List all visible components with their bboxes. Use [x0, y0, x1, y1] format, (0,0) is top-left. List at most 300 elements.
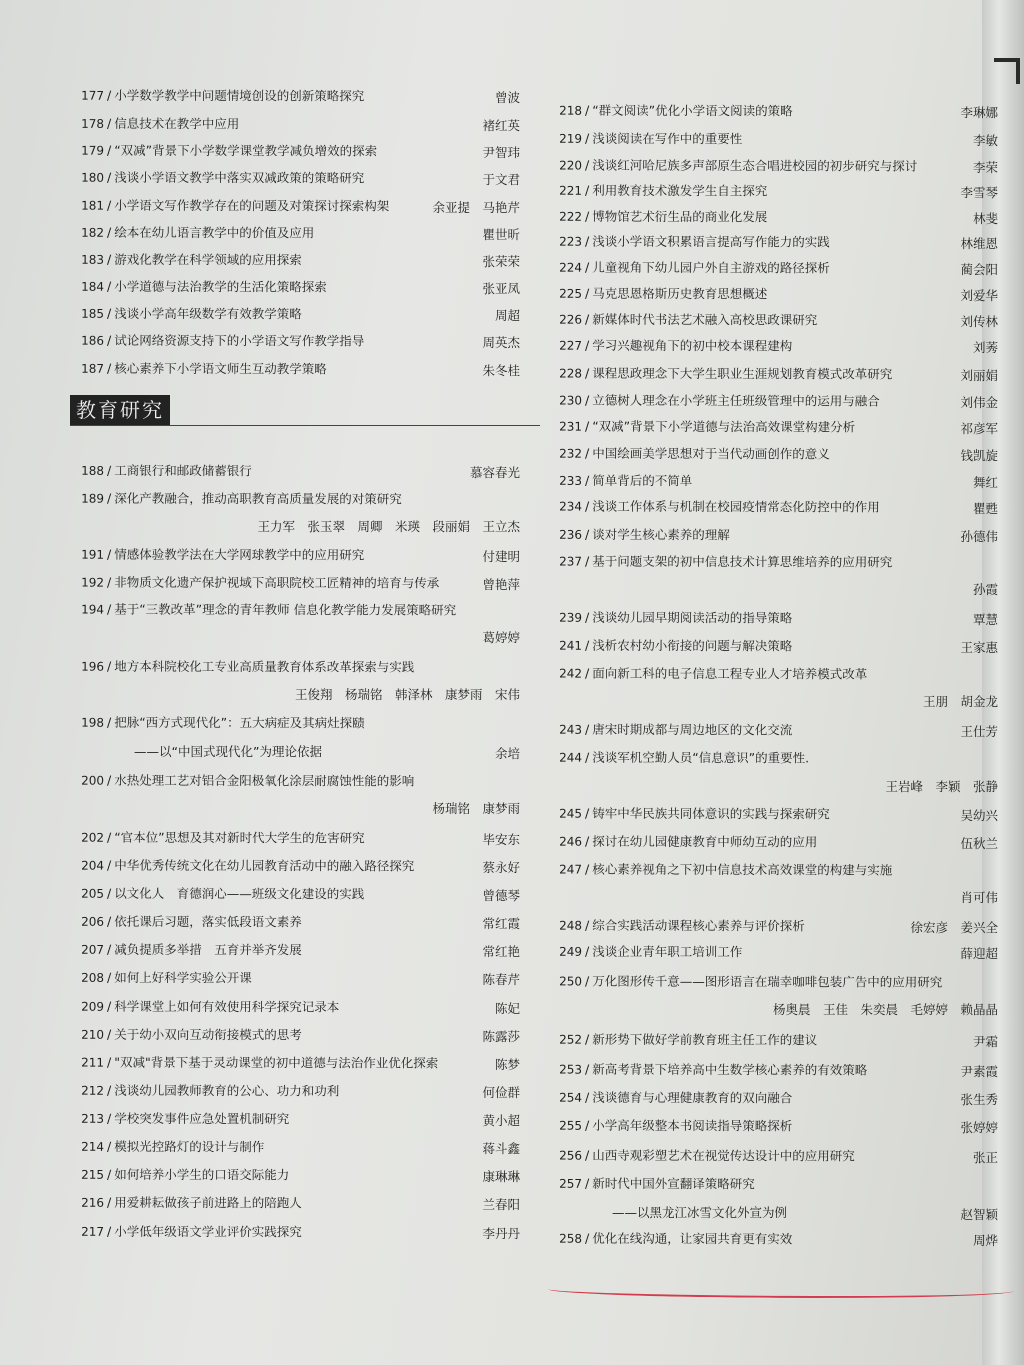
- toc-entry: [552, 973, 942, 990]
- page-number: 191: [81, 547, 105, 562]
- entry-title: 浅谈红河哈尼族多声部原生态合唱进校园的初步研究与探讨: [592, 157, 918, 174]
- toc-entry: [552, 183, 767, 200]
- separator-slash: /: [584, 337, 590, 353]
- page-number: 184: [81, 279, 105, 294]
- page-number: 196: [81, 659, 105, 674]
- entry-author: 蔺会阳: [960, 262, 998, 277]
- entry-author: 曾德琴: [482, 888, 520, 903]
- toc-entry: [62, 198, 389, 215]
- entry-author: 曾艳萍: [482, 577, 520, 592]
- separator-slash: /: [584, 721, 590, 737]
- separator-slash: /: [584, 749, 590, 765]
- separator-slash: /: [584, 498, 590, 514]
- page-number: 178: [81, 116, 105, 131]
- toc-entry: [552, 498, 880, 515]
- separator-slash: /: [106, 462, 112, 478]
- toc-entry: [62, 1224, 302, 1241]
- page-number: 245: [559, 806, 583, 821]
- page-number: 244: [559, 750, 583, 765]
- toc-entry: [552, 638, 792, 655]
- toc-entry: [62, 575, 439, 592]
- separator-slash: /: [106, 169, 112, 185]
- separator-slash: /: [106, 251, 112, 267]
- separator-slash: /: [106, 142, 112, 158]
- entry-author: 钱凯旋: [960, 448, 998, 463]
- page-number: 257: [559, 1176, 583, 1191]
- entry-title: 基于问题支架的初中信息技术计算思维培养的应用研究: [592, 553, 893, 570]
- separator-slash: /: [584, 259, 590, 275]
- entry-author: 覃慧: [972, 612, 998, 627]
- separator-slash: /: [106, 1223, 112, 1239]
- toc-entry: [62, 830, 365, 847]
- entry-title: 立德树人理念在小学班主任班级管理中的运用与融合: [592, 392, 880, 409]
- red-underline-mark: [548, 1280, 1014, 1301]
- page-number: 237: [559, 554, 583, 569]
- entry-title: 地方本科院校化工专业高质量教育体系改革探索与实践: [114, 658, 415, 675]
- entry-title: 游戏化教学在科学领域的应用探索: [114, 251, 302, 268]
- entry-author: 王家惠: [960, 640, 998, 655]
- toc-entry: [62, 942, 302, 959]
- page-number: 217: [81, 1224, 105, 1239]
- separator-slash: /: [106, 546, 112, 562]
- toc-entry: [62, 252, 302, 269]
- separator-slash: /: [106, 1166, 112, 1182]
- entry-title: 小学低年级语文学业评价实践探究: [114, 1223, 302, 1240]
- page-number: 207: [81, 942, 105, 957]
- page-number: 188: [81, 463, 105, 478]
- entry-author: 褚红英: [482, 118, 520, 133]
- toc-entry: [62, 463, 252, 479]
- entry-title: 核心素养视角之下初中信息技术高效课堂的构建与实施: [592, 861, 893, 878]
- page-number: 236: [559, 527, 583, 542]
- page-number: 248: [559, 918, 583, 933]
- separator-slash: /: [106, 772, 112, 788]
- separator-slash: /: [106, 969, 112, 985]
- entry-author: 慕容春光: [469, 465, 520, 480]
- section-header: 教育研究: [70, 395, 170, 425]
- separator-slash: /: [584, 1147, 590, 1163]
- entry-title: 情感体验教学法在大学网球教学中的应用研究: [114, 546, 365, 563]
- toc-entry: [552, 722, 792, 739]
- toc-entry: [552, 312, 817, 329]
- page-number: 233: [559, 473, 583, 488]
- separator-slash: /: [584, 1175, 590, 1191]
- toc-entry: [552, 918, 805, 935]
- entry-author: 徐宏彦 姜兴全: [910, 920, 998, 935]
- entry-author: 孙德伟: [960, 529, 998, 544]
- separator-slash: /: [584, 392, 590, 408]
- entry-author: 刘爱华: [960, 288, 998, 303]
- page-number: 180: [81, 170, 105, 185]
- entry-title: “双减”背景下小学数学课堂教学减负增效的探索: [114, 142, 378, 159]
- toc-entry: [552, 1062, 867, 1079]
- entry-author: 蔡永好: [482, 860, 520, 875]
- author-list: 葛婷婷: [482, 630, 520, 645]
- separator-slash: /: [106, 1110, 112, 1126]
- entry-author: 王仕芳: [960, 724, 998, 739]
- toc-entry: [62, 361, 327, 378]
- toc-entry: [552, 806, 830, 823]
- separator-slash: /: [584, 833, 590, 849]
- entry-title: "双减"背景下基于灵动课堂的初中道德与法治作业优化探索: [114, 1054, 439, 1071]
- entry-title: 减负提质多举措 五育并举齐发展: [114, 941, 302, 958]
- separator-slash: /: [106, 601, 112, 617]
- entry-author: 林斐: [972, 211, 998, 226]
- entry-title: 浅谈阅读在写作中的重要性: [592, 130, 743, 147]
- page-number: 200: [81, 773, 105, 788]
- separator-slash: /: [106, 224, 112, 240]
- page-number: 198: [81, 715, 105, 730]
- entry-title: 如何培养小学生的口语交际能力: [114, 1166, 290, 1183]
- entry-title: 学校突发事件应急处置机制研究: [114, 1110, 290, 1127]
- entry-author: 赵智颖: [960, 1207, 998, 1222]
- page-number: 249: [559, 944, 583, 959]
- toc-entry: [552, 1118, 792, 1135]
- toc-entry: [552, 1231, 792, 1248]
- separator-slash: /: [584, 311, 590, 327]
- toc-entry: [62, 715, 365, 732]
- entry-author: 兰春阳: [482, 1197, 520, 1212]
- entry-title: 试论网络资源支持下的小学语文写作教学指导: [114, 332, 365, 349]
- entry-title: 小学数学教学中问题情境创设的创新策略探究: [114, 87, 365, 104]
- toc-entry: [552, 131, 742, 148]
- entry-author: 陈春芹: [482, 972, 520, 987]
- toc-entry: [552, 260, 830, 277]
- entry-author: 常红霞: [482, 916, 520, 931]
- toc-entry: [552, 392, 880, 409]
- separator-slash: /: [106, 87, 112, 103]
- entry-title: 万化图形传千意——图形语言在瑞幸咖啡包装广告中的应用研究: [592, 973, 943, 990]
- toc-entry: [552, 338, 792, 355]
- toc-entry: [552, 419, 855, 436]
- toc-entry: [552, 1090, 792, 1107]
- entry-author: 林维恩: [960, 236, 998, 251]
- page-number: 253: [559, 1062, 583, 1077]
- entry-title: 核心素养下小学语文师生互动教学策略: [114, 360, 327, 377]
- toc-entry: [62, 659, 414, 676]
- toc-entry: [62, 914, 302, 931]
- separator-slash: /: [584, 1089, 590, 1105]
- entry-title: 中国绘画美学思想对于当代动画创作的意义: [592, 445, 830, 462]
- entry-author: 陈露莎: [482, 1029, 520, 1044]
- entry-author: 李丹丹: [482, 1226, 520, 1241]
- separator-slash: /: [584, 1230, 590, 1246]
- entry-author: 何俭群: [482, 1085, 520, 1100]
- entry-title: 山西寺观彩塑艺术在视觉传达设计中的应用研究: [592, 1147, 855, 1164]
- toc-entry: [62, 116, 239, 132]
- page-number: 230: [559, 393, 583, 408]
- entry-title: 儿童视角下幼儿园户外自主游戏的路径探析: [592, 259, 830, 276]
- page-number: 216: [81, 1195, 105, 1210]
- page-number: 211: [81, 1055, 105, 1070]
- entry-title: “群文阅读”优化小学语文阅读的策略: [592, 102, 793, 119]
- page-number: 223: [559, 234, 583, 249]
- entry-author: 陈梦: [494, 1057, 520, 1072]
- entry-title: 新高考背景下培养高中生数学核心素养的有效策略: [592, 1061, 868, 1078]
- author-list: 肖可伟: [960, 890, 998, 905]
- separator-slash: /: [106, 829, 112, 845]
- page-number: 228: [559, 366, 583, 381]
- entry-title: 课程思政理念下大学生职业生涯规划教育模式改革研究: [592, 365, 893, 382]
- separator-slash: /: [584, 861, 590, 877]
- separator-slash: /: [106, 1054, 112, 1070]
- toc-entry: [62, 773, 414, 790]
- toc-entry: [62, 601, 456, 618]
- toc-entry: [552, 1148, 855, 1165]
- entry-title: 新媒体时代书法艺术融入高校思政课研究: [592, 311, 818, 328]
- separator-slash: /: [584, 917, 590, 933]
- separator-slash: /: [584, 102, 590, 118]
- author-list: 王俊翔 杨瑞铭 韩泽林 康梦雨 宋伟: [294, 687, 520, 702]
- entry-author: 付建明: [482, 549, 520, 564]
- toc-entry: [552, 944, 742, 961]
- separator-slash: /: [106, 278, 112, 294]
- entry-author: 张亚凤: [482, 281, 520, 296]
- separator-slash: /: [584, 208, 590, 224]
- entry-author: 蒋斗鑫: [482, 1141, 520, 1156]
- separator-slash: /: [584, 1031, 590, 1047]
- separator-slash: /: [584, 665, 590, 681]
- separator-slash: /: [106, 998, 112, 1014]
- page-number: 192: [81, 575, 105, 590]
- page-number: 243: [559, 722, 583, 737]
- entry-author: 舞红: [972, 475, 998, 490]
- toc-entry: [62, 279, 327, 296]
- page-number: 255: [559, 1118, 583, 1133]
- page-number: 219: [559, 131, 583, 146]
- entry-author: 刘伟金: [960, 395, 998, 410]
- page-number: 204: [81, 858, 105, 873]
- separator-slash: /: [106, 857, 112, 873]
- entry-title: 中华优秀传统文化在幼儿园教育活动中的融入路径探究: [114, 857, 415, 874]
- page-number: 212: [81, 1083, 105, 1098]
- page-number: 185: [81, 306, 105, 321]
- entry-author: 李敏: [972, 133, 998, 148]
- entry-subtitle: ——以黑龙江冰雪文化外宣为例: [612, 1205, 788, 1220]
- entry-title: 浅谈小学语文积累语言提高写作能力的实践: [592, 233, 830, 250]
- section-rule: [70, 425, 540, 426]
- page-number: 234: [559, 499, 583, 514]
- separator-slash: /: [106, 1026, 112, 1042]
- page-number: 258: [559, 1231, 583, 1246]
- toc-entry: [62, 1111, 289, 1128]
- entry-title: 模拟光控路灯的设计与制作: [114, 1138, 265, 1155]
- page-number: 179: [81, 143, 105, 158]
- page-number: 215: [81, 1167, 105, 1182]
- entry-author: 于文君: [482, 172, 520, 187]
- entry-title: 唐宋时期成都与周边地区的文化交流: [592, 721, 793, 738]
- entry-author: 李荣: [972, 160, 998, 175]
- toc-entry: [62, 170, 364, 187]
- entry-title: 利用教育技术激发学生自主探究: [592, 182, 768, 199]
- entry-title: “官本位”思想及其对新时代大学生的危害研究: [114, 829, 365, 846]
- separator-slash: /: [106, 360, 112, 376]
- separator-slash: /: [584, 1117, 590, 1133]
- separator-slash: /: [106, 197, 112, 213]
- entry-title: 浅谈幼儿园教师教育的公心、功力和功利: [114, 1082, 340, 1099]
- separator-slash: /: [584, 526, 590, 542]
- entry-title: 浅谈工作体系与机制在校园疫情常态化防控中的作用: [592, 498, 880, 515]
- entry-author: 伍秋兰: [960, 836, 998, 851]
- toc-entry: [62, 333, 364, 350]
- entry-title: 如何上好科学实验公开课: [114, 969, 252, 986]
- page-number: 225: [559, 286, 583, 301]
- separator-slash: /: [106, 658, 112, 674]
- entry-title: 把脉“西方式现代化”：五大病症及其病灶探赜: [114, 714, 365, 731]
- page-number: 194: [81, 602, 105, 617]
- toc-entry: [552, 834, 817, 851]
- separator-slash: /: [584, 130, 590, 146]
- entry-author: 吴幼兴: [960, 808, 998, 823]
- entry-author: 刘传林: [960, 314, 998, 329]
- entry-author: 尹素霞: [960, 1064, 998, 1079]
- toc-entry: [552, 610, 792, 627]
- entry-author: 李雪琴: [960, 185, 998, 200]
- toc-entry: [62, 1167, 289, 1184]
- separator-slash: /: [584, 609, 590, 625]
- separator-slash: /: [584, 943, 590, 959]
- page-number: 205: [81, 886, 105, 901]
- separator-slash: /: [584, 805, 590, 821]
- toc-entry: [552, 286, 767, 303]
- page-number: 189: [81, 491, 105, 506]
- toc-entry: [552, 234, 830, 251]
- entry-title: 博物馆艺术衍生品的商业化发展: [592, 208, 768, 225]
- separator-slash: /: [584, 365, 590, 381]
- page-number: 254: [559, 1090, 583, 1105]
- entry-author: 张婷婷: [960, 1120, 998, 1135]
- page-number: 214: [81, 1139, 105, 1154]
- page-number: 220: [559, 158, 583, 173]
- page-number: 182: [81, 225, 105, 240]
- toc-entry: [62, 886, 364, 903]
- toc-entry: [62, 547, 364, 564]
- separator-slash: /: [584, 182, 590, 198]
- entry-title: 依托课后习题，落实低段语文素养: [114, 913, 302, 930]
- entry-author: 张荣荣: [482, 254, 520, 269]
- entry-author: 陈妃: [494, 1001, 520, 1016]
- entry-title: 绘本在幼儿语言教学中的价值及应用: [114, 224, 315, 241]
- entry-author: 朱冬桂: [482, 363, 520, 378]
- toc-entry: [62, 1055, 438, 1072]
- entry-author: 尹霜: [972, 1034, 998, 1049]
- entry-title: 铸牢中华民族共同体意识的实践与探索研究: [592, 805, 830, 822]
- separator-slash: /: [584, 418, 590, 434]
- separator-slash: /: [106, 885, 112, 901]
- entry-author: 张正: [972, 1150, 998, 1165]
- page-number: 177: [81, 88, 105, 103]
- entry-author: 曾波: [494, 90, 520, 105]
- page-number: 181: [81, 198, 105, 213]
- toc-entry: [62, 225, 314, 242]
- entry-title: 基于“三教改革”理念的青年教师 信息化教学能力发展策略研究: [114, 601, 457, 618]
- entry-title: 学习兴趣视角下的初中校本课程建构: [592, 337, 793, 354]
- page-number: 183: [81, 252, 105, 267]
- separator-slash: /: [106, 1082, 112, 1098]
- toc-entry: [62, 306, 302, 323]
- toc-entry: [552, 750, 809, 767]
- entry-author: 刘丽娟: [960, 368, 998, 383]
- author-list: 王朋 胡金龙: [922, 694, 998, 709]
- page-number: 186: [81, 333, 105, 348]
- entry-author: 祁彦军: [960, 421, 998, 436]
- page-number: 247: [559, 862, 583, 877]
- page-number: 202: [81, 830, 105, 845]
- entry-author: 瞿世昕: [482, 227, 520, 242]
- author-list: 王力军 张玉翠 周卿 米瑛 段丽娟 王立杰: [257, 519, 520, 534]
- entry-title: 优化在线沟通，让家园共育更有实效: [592, 1230, 793, 1247]
- author-list: 王岩峰 李颖 张静: [885, 779, 998, 794]
- toc-entry: [552, 1032, 817, 1049]
- page-number: 239: [559, 610, 583, 625]
- toc-entry: [62, 1027, 302, 1044]
- separator-slash: /: [584, 472, 590, 488]
- entry-author: 周超: [494, 308, 520, 323]
- page-number: 208: [81, 970, 105, 985]
- entry-title: 科学课堂上如何有效使用科学探究记录本: [114, 998, 340, 1015]
- entry-title: 以文化人 育德润心——班级文化建设的实践: [114, 885, 365, 902]
- entry-title: 浅谈小学语文教学中落实双减政策的策略研究: [114, 169, 365, 186]
- page-number: 210: [81, 1027, 105, 1042]
- separator-slash: /: [106, 490, 112, 506]
- entry-title: 浅谈小学高年级数学有效教学策略: [114, 305, 302, 322]
- toc-entry: [552, 1176, 755, 1193]
- toc-entry: [62, 999, 339, 1016]
- separator-slash: /: [106, 941, 112, 957]
- separator-slash: /: [106, 305, 112, 321]
- entry-author: 尹智玮: [482, 145, 520, 160]
- entry-title: 非物质文化遗产保护视域下高职院校工匠精神的培育与传承: [114, 574, 440, 591]
- toc-entry: [62, 491, 402, 508]
- toc-entry: [552, 157, 917, 174]
- entry-title: 综合实践活动课程核心素养与评价探析: [592, 917, 805, 934]
- entry-author: 瞿甦: [972, 501, 998, 516]
- separator-slash: /: [584, 637, 590, 653]
- page-number: 241: [559, 638, 583, 653]
- toc-entry: [62, 1139, 264, 1156]
- entry-title: 工商银行和邮政储蓄银行: [114, 462, 252, 479]
- entry-title: 新时代中国外宣翻译策略研究: [592, 1175, 755, 1192]
- entry-title: 面向新工科的电子信息工程专业人才培养模式改革: [592, 665, 868, 682]
- toc-entry: [62, 88, 364, 105]
- page-number: 256: [559, 1148, 583, 1163]
- edge-mark: [994, 58, 1020, 84]
- entry-title: 信息技术在教学中应用: [114, 115, 240, 132]
- toc-entry: [552, 861, 892, 878]
- entry-author: 康琳琳: [482, 1169, 520, 1184]
- entry-title: “双减”背景下小学道德与法治高效课堂构建分析: [592, 418, 856, 435]
- toc-entry: [552, 365, 892, 382]
- separator-slash: /: [584, 445, 590, 461]
- page-number: 227: [559, 338, 583, 353]
- separator-slash: /: [106, 913, 112, 929]
- separator-slash: /: [106, 714, 112, 730]
- toc-entry: [62, 143, 377, 160]
- toc-entry: [552, 446, 830, 463]
- entry-title: 深化产教融合，推动高职教育高质量发展的对策研究: [114, 490, 402, 507]
- entry-author: 常红艳: [482, 944, 520, 959]
- page-number: 242: [559, 666, 583, 681]
- toc-entry: [552, 666, 867, 683]
- toc-entry: [552, 103, 793, 120]
- entry-title: 关于幼小双向互动衔接模式的思考: [114, 1026, 302, 1043]
- page-number: 206: [81, 914, 105, 929]
- entry-author: 黄小超: [482, 1113, 520, 1128]
- entry-subtitle: ——以“中国式现代化”为理论依据: [134, 744, 322, 759]
- entry-title: 浅谈军机空勤人员“信息意识”的重要性.: [592, 749, 810, 766]
- entry-author: 李琳娜: [960, 105, 998, 120]
- toc-entry: [62, 970, 252, 986]
